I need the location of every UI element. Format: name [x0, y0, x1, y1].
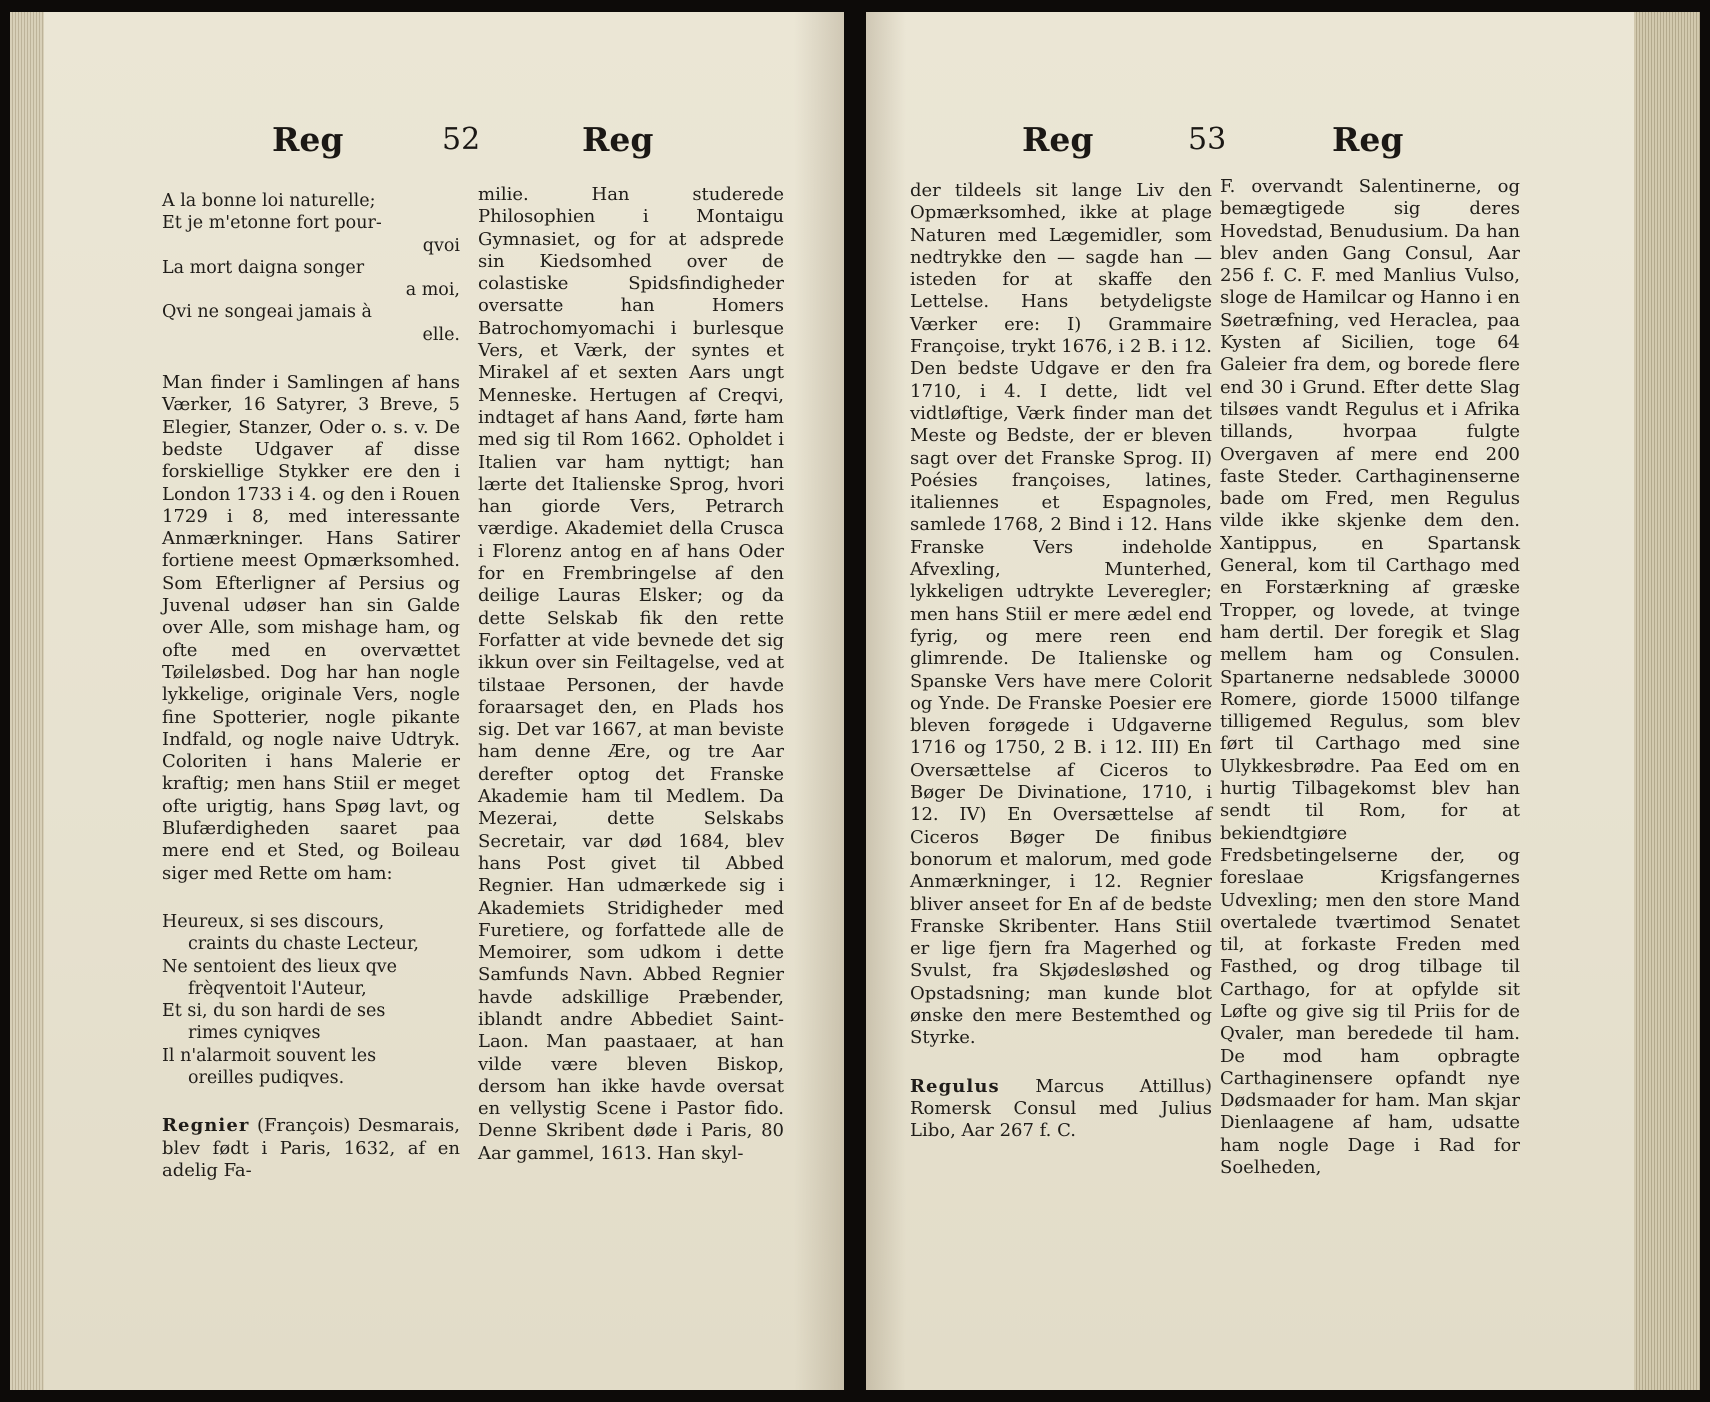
verse-1	[162, 190, 460, 346]
verse-line: rimes cyniqves	[188, 1023, 321, 1044]
verse-line: Et je m'etonne fort pour-	[162, 213, 382, 234]
verse-line: Ne sentoient des lieux qve	[162, 956, 398, 977]
right-page-column-2	[1220, 176, 1520, 1179]
verse-line: A la bonne loi naturelle;	[162, 191, 376, 211]
verse-line: Il n'alarmoit souvent les	[162, 1045, 377, 1066]
verse-line: qvoi	[422, 235, 460, 256]
verse-line: a moi,	[405, 280, 460, 301]
entry-regnier	[162, 1115, 460, 1182]
verse-line: frèqventoit l'Auteur,	[188, 978, 367, 999]
paragraph-regulus-biography: F. overvandt Salentinerne, og bemægtigede sig deres Hovedstad, Benudusium. Da han blev anden Gang Consul, Aar 256 f. C. F. med Manlius Vulso, sloge de Hamilcar og Hanno i en Søetræfning, ved Heraclea, paa Kysten af Sicilien, toge 64 Galeier fra dem, og borede flere end 30 i Grund. Efter dette Slag tilsøes vandt Regulus et i Afrika tillands, hvorpaa fulgte Overgaven af mere end 200 faste Steder. Carthaginenserne bade om Fred, men Regulus vilde ikke skjenke dem den. Xantippus, en Spartansk General, kom til Carthago med en Forstærkning af græske Tropper, og lovede, at tvinge ham dertil. Der foregik et Slag mellem ham og Consulen. Spartanerne nedsablede 30000 Romere, giorde 15000 tilfange tilligemed Regulus, som blev ført til Carthago med sine Ulykkesbrødre. Paa Eed om en hurtig Tilbagekomst blev han sendt til Rom, for at bekiendtgiøre Fredsbetingelserne der, og foreslaae Krigsfangernes Udvexling; men den store Mand overtalede tværtimod Senatet til, at forkaste Freden med Fasthed, og drog tilbage til Carthago, for at opfylde sit Løfte og give sig til Priis for de Qvaler, man beredede til ham. De mod ham opbragte Carthaginensere opfandt nye Dødsmaader for ham. Man skjar Dienlaagene af ham, udsatte ham nogle Dage i Rad for Soelheden,	[1220, 176, 1520, 1179]
verse-line: elle.	[422, 324, 460, 345]
right-page	[866, 12, 1700, 1390]
left-page-column-1	[162, 190, 460, 1182]
entry-regulus	[910, 1076, 1212, 1143]
verse-line: oreilles pudiqves.	[188, 1067, 345, 1088]
right-page-column-1	[910, 180, 1212, 1142]
verse-line: craints du chaste Lecteur,	[188, 934, 419, 955]
paragraph-satirer: Man finder i Samlingen af hans Værker, 16 Satyrer, 3 Breve, 5 Elegier, Stanzer, Oder o. s. v. De bedste Udgaver af disse forskiellige Stykker ere den i London 1733 i 4. og den i Rouen 1729 i 8, med interessante Anmærkninger. Hans Satirer fortiene meest Opmærksomhed. Som Efterligner af Persius og Juvenal udøser han sin Galde over Alle, som mishage ham, og ofte med en overvættet Tøileløsbed. Dog har han nogle lykkelige, originale Vers, nogle fine Spotterier, nogle pikante Indfald, og nogle naive Udtryk. Coloriten i hans Malerie er kraftig; men hans Stiil er meget ofte urigtig, hans Spøg lavt, og Blufærdigheden saaret paa mere end et Sted, og Boileau siger med Rette om ham:	[162, 372, 460, 884]
verse-line: La mort daigna songer	[162, 257, 365, 278]
page-edge-left	[10, 12, 44, 1390]
paragraph-regnier-biography: milie. Han studerede Philosophien i Montaigu Gymnasiet, og for at adsprede sin Kiedsomhed over de colastiske Spidsfindigheder oversatte han Homers Batrochomyomachi i burlesque Vers, et Værk, der syntes et Mirakel af et sexten Aars ungt Menneske. Hertugen af Creqvi, indtaget af hans Aand, førte ham med sig til Rom 1662. Opholdet i Italien var ham nyttigt; han lærte det Italienske Sprog, hvori han giorde Vers, Petrarch værdige. Akademiet della Crusca i Florenz antog en af hans Oder for en Frembringelse af den deilige Lauras Elsker; og da dette Selskab fik den rette Forfatter at vide bevnede det sig ikkun over sin Feiltagelse, ved at tilstaae Personen, der havde foraarsaget den, en Plads hos sig. Det var 1667, at man beviste ham denne Ære, og tre Aar derefter optog det Franske Akademie ham til Medlem. Da Mezerai, dette Selskabs Secretair, var død 1684, blev hans Post givet til Abbed Regnier. Han udmærkede sig i Akademiets Stridigheder med Furetiere, og forfattede alle de Memoirer, som udkom i dette Samfunds Navn. Abbed Regnier havde adskillige Præbender, iblandt andre Abbediet Saint-Laon. Man paastaaer, at han vilde være bleven Biskop, dersom han ikke havde oversat en vellystig Scene i Pastor fido. Denne Skribent døde i Paris, 80 Aar gammel, 1613. Han skyl-	[478, 184, 784, 1164]
entry-headword-regulus: Regulus	[910, 1075, 1000, 1097]
entry-regulus-text: Marcus Attillus) Romersk Consul med Julius Libo, Aar 267 f. C.	[910, 1075, 1212, 1142]
page-number-52: 52	[442, 122, 481, 157]
verse-line: Et si, du son hardi de ses	[162, 1001, 386, 1022]
verse-line: Qvi ne songeai jamais à	[162, 302, 372, 323]
gutter-shadow-right	[866, 12, 906, 1390]
gutter-shadow-left	[794, 12, 844, 1390]
left-page-column-2	[478, 184, 784, 1165]
running-head-left-2: Reg	[582, 120, 654, 159]
running-head-right-1: Reg	[1022, 120, 1094, 159]
running-head-left-1: Reg	[272, 120, 344, 159]
entry-regnier-text: (François) Desmarais, blev født i Paris, 1632, af en adelig Fa-	[162, 1115, 460, 1181]
page-number-53: 53	[1188, 122, 1227, 157]
verse-line: Heureux, si ses discours,	[162, 911, 385, 932]
running-head-right-2: Reg	[1332, 120, 1404, 159]
page-edge-right	[1634, 12, 1700, 1390]
left-page	[10, 12, 844, 1390]
paragraph-regnier-works: der tildeels sit lange Liv den Opmærksomhed, ikke at plage Naturen med Lægemidler, som nedtrykke den — sagde han — isteden for at skaffe den Lettelse. Hans betydeligste Værker ere: I) Grammaire Françoise, trykt 1676, i 2 B. i 12. Den bedste Udgave er den fra 1710, i 4. I dette, lidt vel vidtløftige, Værk finder man det Meste og Bedste, der er bleven sagt over det Franske Sprog. II) Poésies françoises, latines, italiennes et Espagnoles, samlede 1768, 2 Bind i 12. Hans Franske Vers indeholde Afvexling, Munterhed, lykkeligen udtrykte Leveregler; men hans Stiil er mere ædel end fyrig, og mere reen end glimrende. De Italienske og Spanske Vers have mere Colorit og Ynde. De Franske Poesier ere bleven forøgede i Udgaverne 1716 og 1750, 2 B. i 12. III) En Oversættelse af Ciceros to Bøger De Divinatione, 1710, i 12. IV) En Oversættelse af Ciceros Bøger De finibus bonorum et malorum, med gode Anmærkninger, i 12. Regnier bliver anseet for En af de bedste Franske Skribenter. Hans Stiil er lige fjern fra Magerhed og Svulst, fra Skjødesløshed og Opstadsning; man kunde blot ønske den mere Bestemthed og Styrke.	[910, 180, 1212, 1049]
entry-headword-regnier: Regnier	[162, 1115, 250, 1137]
verse-2-boileau	[162, 911, 460, 1089]
